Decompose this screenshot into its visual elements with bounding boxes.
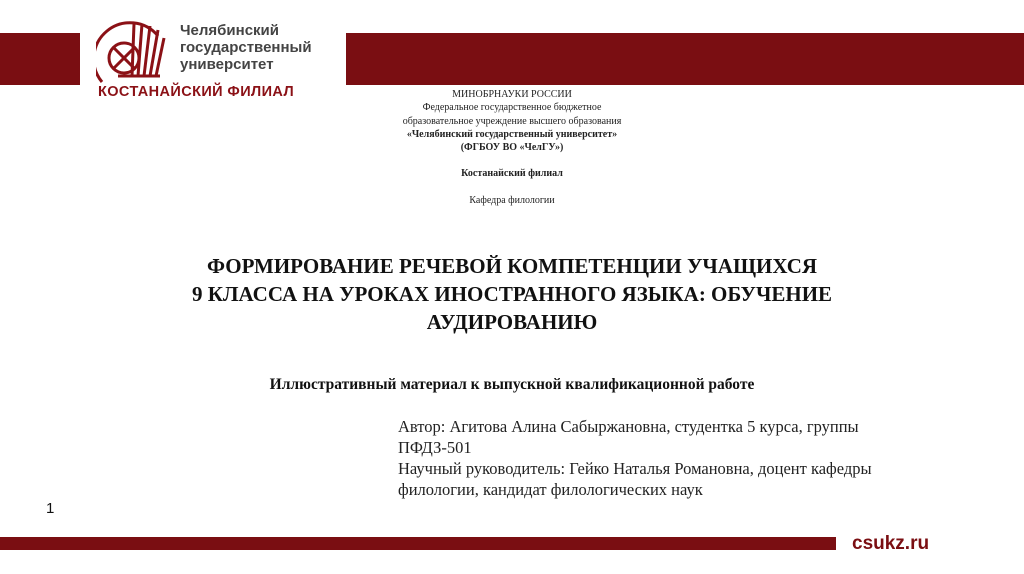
footer-band: [0, 537, 836, 550]
university-emblem-icon: [96, 18, 168, 90]
university-name: «Челябинский государственный университет»: [406, 128, 618, 140]
branch-label: Костанайский филиал: [461, 168, 563, 180]
branch-name: КОСТАНАЙСКИЙ ФИЛИАЛ: [98, 84, 295, 100]
ministry-line: МИНОБРНАУКИ РОССИИ: [452, 89, 572, 100]
logo-line: государственный: [180, 39, 312, 56]
university-abbr: (ФГБОУ ВО «ЧелГУ»): [460, 142, 564, 154]
logo-text: [180, 22, 312, 73]
supervisor-line: филологии, кандидат филологических наук: [398, 480, 703, 499]
author-block: [398, 416, 998, 500]
footer-site-logo: csukz.ru: [852, 533, 930, 554]
title-line: ФОРМИРОВАНИЕ РЕЧЕВОЙ КОМПЕТЕНЦИИ УЧАЩИХСЯ: [206, 254, 818, 278]
university-logo: [96, 18, 346, 104]
ministry-line: Федеральное государственное бюджетное: [422, 102, 602, 114]
department-label: Кафедра филологии: [469, 194, 555, 206]
ministry-block: [312, 88, 712, 207]
thesis-title: [62, 252, 962, 336]
logo-line: университет: [180, 56, 274, 73]
logo-line: Челябинский: [180, 22, 280, 39]
title-line: АУДИРОВАНИЮ: [426, 310, 598, 334]
header-band-left: [0, 33, 80, 85]
author-line: Автор: Агитова Алина Сабыржановна, студентка 5 курса, группы: [398, 417, 859, 436]
title-line: 9 КЛАССА НА УРОКАХ ИНОСТРАННОГО ЯЗЫКА: ОБУЧЕНИЕ: [191, 282, 833, 306]
page-number: 1: [46, 500, 55, 517]
author-line: ПФДЗ-501: [398, 438, 472, 457]
thesis-subtitle: Иллюстративный материал к выпускной квалификационной работе: [269, 376, 755, 393]
ministry-line: образовательное учреждение высшего образования: [402, 115, 622, 127]
header-band-right: [346, 33, 1024, 85]
supervisor-line: Научный руководитель: Гейко Наталья Романовна, доцент кафедры: [398, 459, 872, 478]
